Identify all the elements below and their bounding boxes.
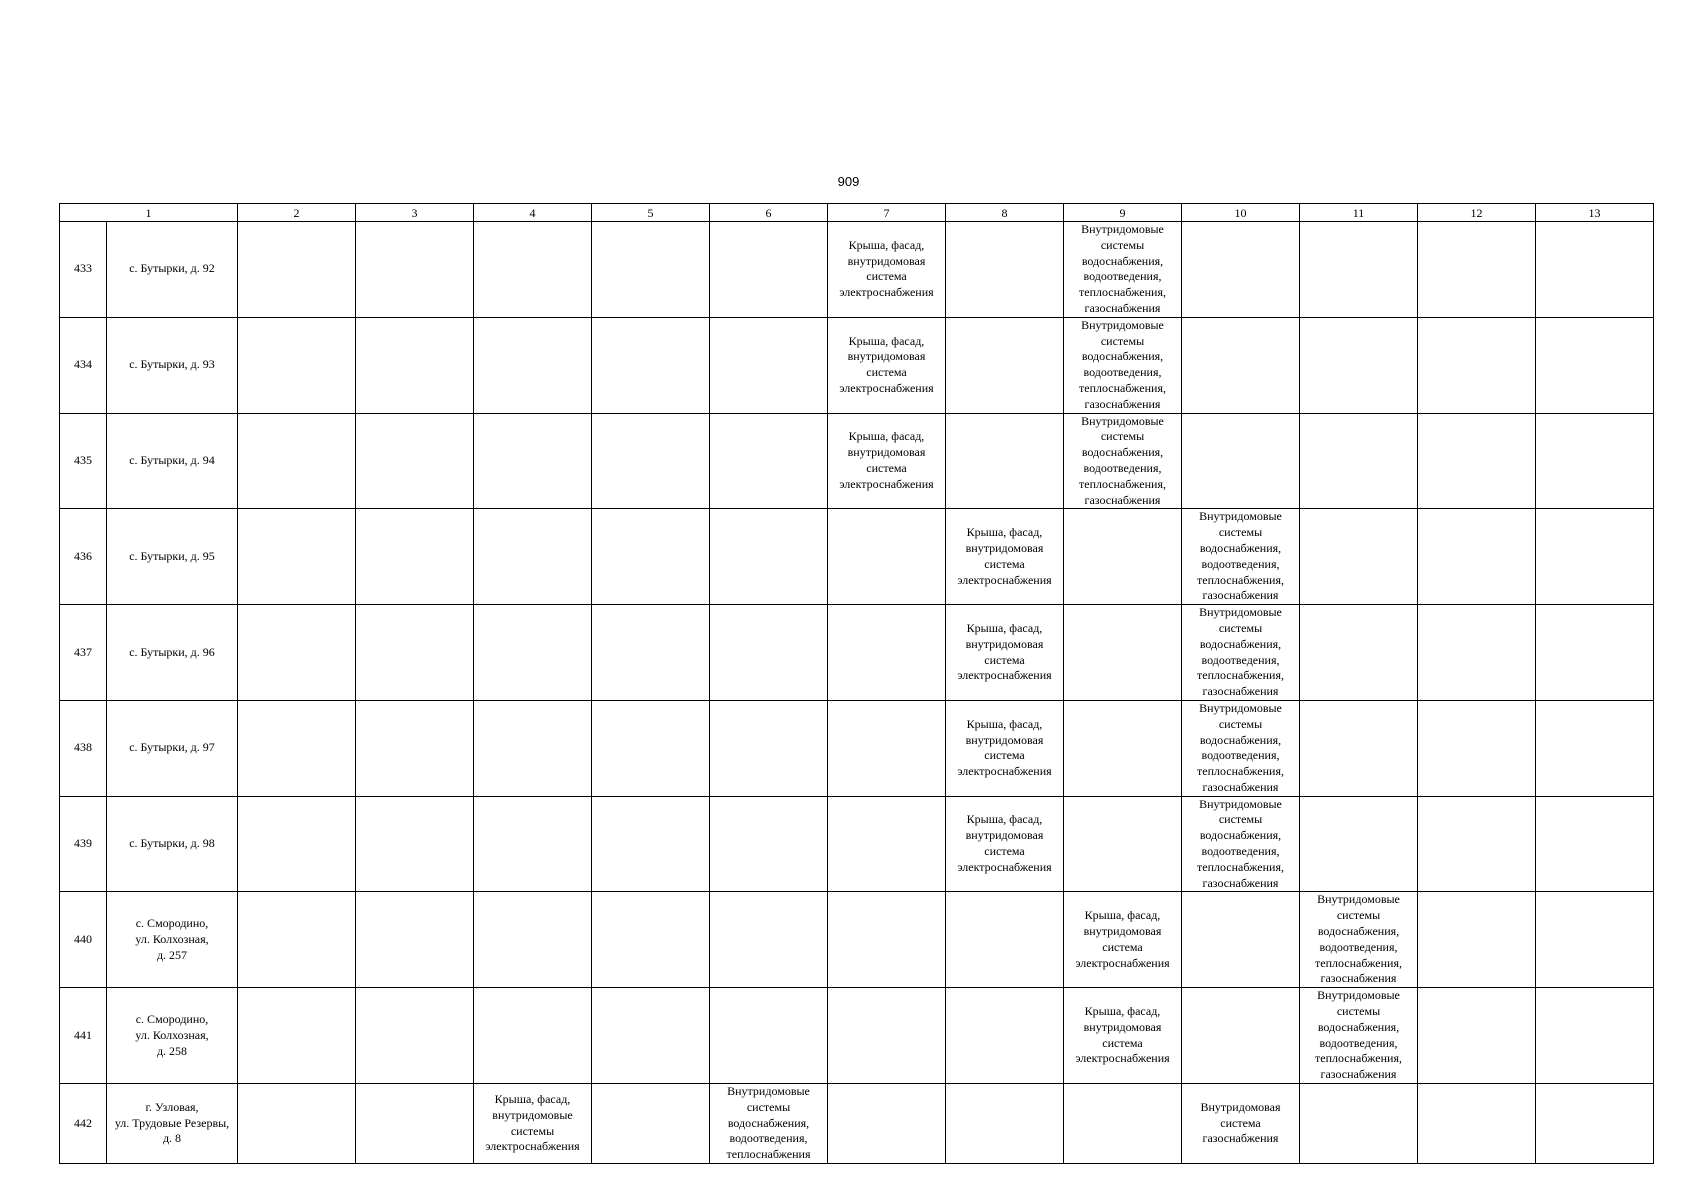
work-cell <box>474 509 592 605</box>
work-cell <box>1418 222 1536 318</box>
table-row <box>60 605 1654 701</box>
work-cell <box>1064 605 1182 701</box>
repair-schedule-table <box>59 203 1654 1164</box>
work-cell <box>710 796 828 892</box>
work-cell <box>946 317 1064 413</box>
work-cell <box>592 796 710 892</box>
header-row <box>60 204 1654 222</box>
address-text: с. Бутырки, д. 92 <box>129 261 215 276</box>
work-cell <box>238 988 356 1084</box>
work-cell <box>828 222 946 318</box>
work-cell <box>1182 605 1300 701</box>
row-number-cell <box>60 222 107 318</box>
work-text: Внутридомовая система газоснабжения <box>1200 1099 1281 1146</box>
work-cell <box>474 317 592 413</box>
column-header: 11 <box>1300 204 1418 222</box>
work-text: Крыша, фасад, внутридомовая система электроснабжения <box>957 525 1052 587</box>
address-cell <box>107 317 238 413</box>
work-cell <box>1300 605 1418 701</box>
row-number: 442 <box>74 1115 92 1130</box>
work-cell <box>356 892 474 988</box>
work-cell <box>1536 413 1654 509</box>
work-text: Крыша, фасад, внутридомовая система электроснабжения <box>1075 908 1170 970</box>
work-cell <box>710 700 828 796</box>
work-cell <box>1064 317 1182 413</box>
address-text: с. Бутырки, д. 95 <box>129 548 215 563</box>
row-number: 434 <box>74 357 92 372</box>
work-cell <box>1300 1084 1418 1164</box>
work-text: Внутридомовые системы водоснабжения, водоотведения, теплоснабжения, газоснабжения <box>1197 796 1284 890</box>
row-number: 437 <box>74 644 92 659</box>
work-cell <box>474 605 592 701</box>
work-cell <box>1064 988 1182 1084</box>
work-cell <box>1064 413 1182 509</box>
work-cell <box>1064 509 1182 605</box>
column-header: 10 <box>1182 204 1300 222</box>
work-cell <box>828 605 946 701</box>
work-cell <box>1536 222 1654 318</box>
work-text: Крыша, фасад, внутридомовые системы электроснабжения <box>485 1091 580 1154</box>
address-cell <box>107 1084 238 1164</box>
row-number-cell <box>60 796 107 892</box>
work-cell <box>1064 222 1182 318</box>
work-cell <box>592 509 710 605</box>
work-cell <box>710 1084 828 1164</box>
work-cell <box>1300 413 1418 509</box>
row-number-cell <box>60 988 107 1084</box>
row-number-cell <box>60 509 107 605</box>
table-body <box>60 222 1654 1164</box>
work-cell <box>1418 796 1536 892</box>
work-cell <box>1300 988 1418 1084</box>
work-cell <box>356 317 474 413</box>
table-row <box>60 892 1654 988</box>
work-cell <box>1064 892 1182 988</box>
work-cell <box>828 700 946 796</box>
work-cell <box>1182 413 1300 509</box>
work-cell <box>592 988 710 1084</box>
work-cell <box>474 988 592 1084</box>
work-cell <box>946 605 1064 701</box>
work-cell <box>1300 317 1418 413</box>
row-number-cell <box>60 892 107 988</box>
work-text: Крыша, фасад, внутридомовая система электроснабжения <box>839 237 934 300</box>
column-header: 5 <box>592 204 710 222</box>
work-cell <box>592 892 710 988</box>
table-row <box>60 1084 1654 1164</box>
address-text: с. Бутырки, д. 98 <box>129 836 215 851</box>
table-row <box>60 222 1654 318</box>
work-text: Крыша, фасад, внутридомовая система электроснабжения <box>839 429 934 491</box>
work-text: Внутридомовые системы водоснабжения, водоотведения, теплоснабжения, газоснабжения <box>1315 892 1402 986</box>
row-number: 433 <box>74 261 92 276</box>
work-cell <box>1182 317 1300 413</box>
column-header: 7 <box>828 204 946 222</box>
work-cell <box>356 413 474 509</box>
address-text: с. Смородино, ул. Колхозная, д. 257 <box>135 916 209 962</box>
row-number: 435 <box>74 453 92 468</box>
work-cell <box>238 1084 356 1164</box>
work-cell <box>1182 892 1300 988</box>
address-text: с. Бутырки, д. 94 <box>129 453 215 468</box>
address-text: г. Узловая, ул. Трудовые Резервы, д. 8 <box>114 1099 230 1146</box>
work-cell <box>1064 796 1182 892</box>
work-cell <box>828 317 946 413</box>
work-cell <box>592 1084 710 1164</box>
work-cell <box>238 222 356 318</box>
work-cell <box>238 413 356 509</box>
work-cell <box>946 413 1064 509</box>
address-cell <box>107 605 238 701</box>
work-text: Внутридомовые системы водоснабжения, водоотведения, теплоснабжения, газоснабжения <box>1197 700 1284 794</box>
work-cell <box>946 700 1064 796</box>
work-cell <box>356 1084 474 1164</box>
work-cell <box>1182 509 1300 605</box>
work-cell <box>710 509 828 605</box>
address-cell <box>107 509 238 605</box>
work-cell <box>474 892 592 988</box>
work-cell <box>1300 700 1418 796</box>
work-cell <box>946 509 1064 605</box>
table-row <box>60 317 1654 413</box>
work-cell <box>1300 892 1418 988</box>
work-cell <box>474 222 592 318</box>
work-cell <box>1182 222 1300 318</box>
work-cell <box>710 413 828 509</box>
work-cell <box>1536 317 1654 413</box>
work-cell <box>946 222 1064 318</box>
work-cell <box>1182 988 1300 1084</box>
work-cell <box>356 222 474 318</box>
row-number-cell <box>60 700 107 796</box>
work-cell <box>1536 1084 1654 1164</box>
work-cell <box>828 988 946 1084</box>
column-header: 6 <box>710 204 828 222</box>
work-cell <box>1064 1084 1182 1164</box>
work-cell <box>1182 796 1300 892</box>
work-cell <box>1418 1084 1536 1164</box>
work-cell <box>1418 317 1536 413</box>
work-text: Внутридомовые системы водоснабжения, водоотведения, теплоснабжения, газоснабжения <box>1079 413 1166 507</box>
work-cell <box>1064 700 1182 796</box>
address-text: с. Бутырки, д. 96 <box>129 644 215 659</box>
row-number: 439 <box>74 836 92 851</box>
work-cell <box>1418 892 1536 988</box>
work-cell <box>710 988 828 1084</box>
row-number: 440 <box>74 931 92 946</box>
address-cell <box>107 222 238 318</box>
work-text: Крыша, фасад, внутридомовая система электроснабжения <box>957 716 1052 779</box>
work-text: Внутридомовые системы водоснабжения, водоотведения, теплоснабжения, газоснабжения <box>1315 988 1402 1082</box>
row-number: 441 <box>74 1027 92 1042</box>
work-cell <box>238 892 356 988</box>
work-cell <box>356 988 474 1084</box>
work-cell <box>474 700 592 796</box>
work-cell <box>1418 605 1536 701</box>
address-cell <box>107 413 238 509</box>
work-cell <box>828 1084 946 1164</box>
row-number: 438 <box>74 740 92 755</box>
work-cell <box>238 700 356 796</box>
work-cell <box>946 796 1064 892</box>
work-cell <box>1418 509 1536 605</box>
work-cell <box>592 317 710 413</box>
address-text: с. Бутырки, д. 97 <box>129 740 215 755</box>
work-cell <box>1418 700 1536 796</box>
work-cell <box>946 1084 1064 1164</box>
table-row <box>60 413 1654 509</box>
work-text: Внутридомовые системы водоснабжения, водоотведения, теплоснабжения <box>726 1084 811 1162</box>
address-cell <box>107 796 238 892</box>
work-cell <box>1536 892 1654 988</box>
column-header: 3 <box>356 204 474 222</box>
row-number-cell <box>60 317 107 413</box>
work-cell <box>710 605 828 701</box>
work-text: Крыша, фасад, внутридомовая система электроснабжения <box>957 620 1052 683</box>
work-cell <box>828 509 946 605</box>
row-number-cell <box>60 605 107 701</box>
address-text: с. Смородино, ул. Колхозная, д. 258 <box>135 1011 209 1058</box>
work-cell <box>710 317 828 413</box>
address-cell <box>107 988 238 1084</box>
table-row <box>60 796 1654 892</box>
work-cell <box>356 796 474 892</box>
column-header: 4 <box>474 204 592 222</box>
column-header: 1 <box>60 204 238 222</box>
work-text: Внутридомовые системы водоснабжения, водоотведения, теплоснабжения, газоснабжения <box>1197 509 1284 603</box>
column-header: 2 <box>238 204 356 222</box>
work-cell <box>828 413 946 509</box>
work-cell <box>238 605 356 701</box>
address-cell <box>107 700 238 796</box>
table-row <box>60 700 1654 796</box>
work-cell <box>946 988 1064 1084</box>
work-cell <box>710 892 828 988</box>
work-cell <box>1536 988 1654 1084</box>
work-cell <box>474 796 592 892</box>
work-cell <box>356 700 474 796</box>
column-header: 13 <box>1536 204 1654 222</box>
work-cell <box>592 605 710 701</box>
work-cell <box>592 413 710 509</box>
row-number-cell <box>60 413 107 509</box>
work-cell <box>1418 413 1536 509</box>
row-number-cell <box>60 1084 107 1164</box>
work-cell <box>592 222 710 318</box>
work-cell <box>356 605 474 701</box>
work-text: Внутридомовые системы водоснабжения, водоотведения, теплоснабжения, газоснабжения <box>1079 317 1166 411</box>
column-header: 8 <box>946 204 1064 222</box>
work-cell <box>1418 988 1536 1084</box>
work-cell <box>1536 700 1654 796</box>
address-cell <box>107 892 238 988</box>
work-cell <box>1182 1084 1300 1164</box>
table-row <box>60 988 1654 1084</box>
work-cell <box>828 796 946 892</box>
work-cell <box>238 317 356 413</box>
work-text: Крыша, фасад, внутридомовая система электроснабжения <box>1075 1004 1170 1066</box>
work-text: Крыша, фасад, внутридомовая система электроснабжения <box>957 812 1052 874</box>
column-header: 9 <box>1064 204 1182 222</box>
work-cell <box>1300 222 1418 318</box>
work-cell <box>238 796 356 892</box>
work-cell <box>474 413 592 509</box>
work-cell <box>710 222 828 318</box>
work-text: Внутридомовые системы водоснабжения, водоотведения, теплоснабжения, газоснабжения <box>1079 222 1166 315</box>
column-header: 12 <box>1418 204 1536 222</box>
work-cell <box>1300 509 1418 605</box>
work-cell <box>1182 700 1300 796</box>
work-cell <box>828 892 946 988</box>
work-cell <box>238 509 356 605</box>
work-text: Внутридомовые системы водоснабжения, водоотведения, теплоснабжения, газоснабжения <box>1197 605 1284 699</box>
work-cell <box>1300 796 1418 892</box>
table-row <box>60 509 1654 605</box>
row-number: 436 <box>74 548 92 563</box>
work-cell <box>1536 796 1654 892</box>
work-cell <box>1536 509 1654 605</box>
page-number: 909 <box>837 174 860 189</box>
work-cell <box>1536 605 1654 701</box>
work-cell <box>474 1084 592 1164</box>
address-text: с. Бутырки, д. 93 <box>129 357 215 372</box>
work-cell <box>592 700 710 796</box>
work-text: Крыша, фасад, внутридомовая система электроснабжения <box>839 333 934 395</box>
work-cell <box>946 892 1064 988</box>
work-cell <box>356 509 474 605</box>
